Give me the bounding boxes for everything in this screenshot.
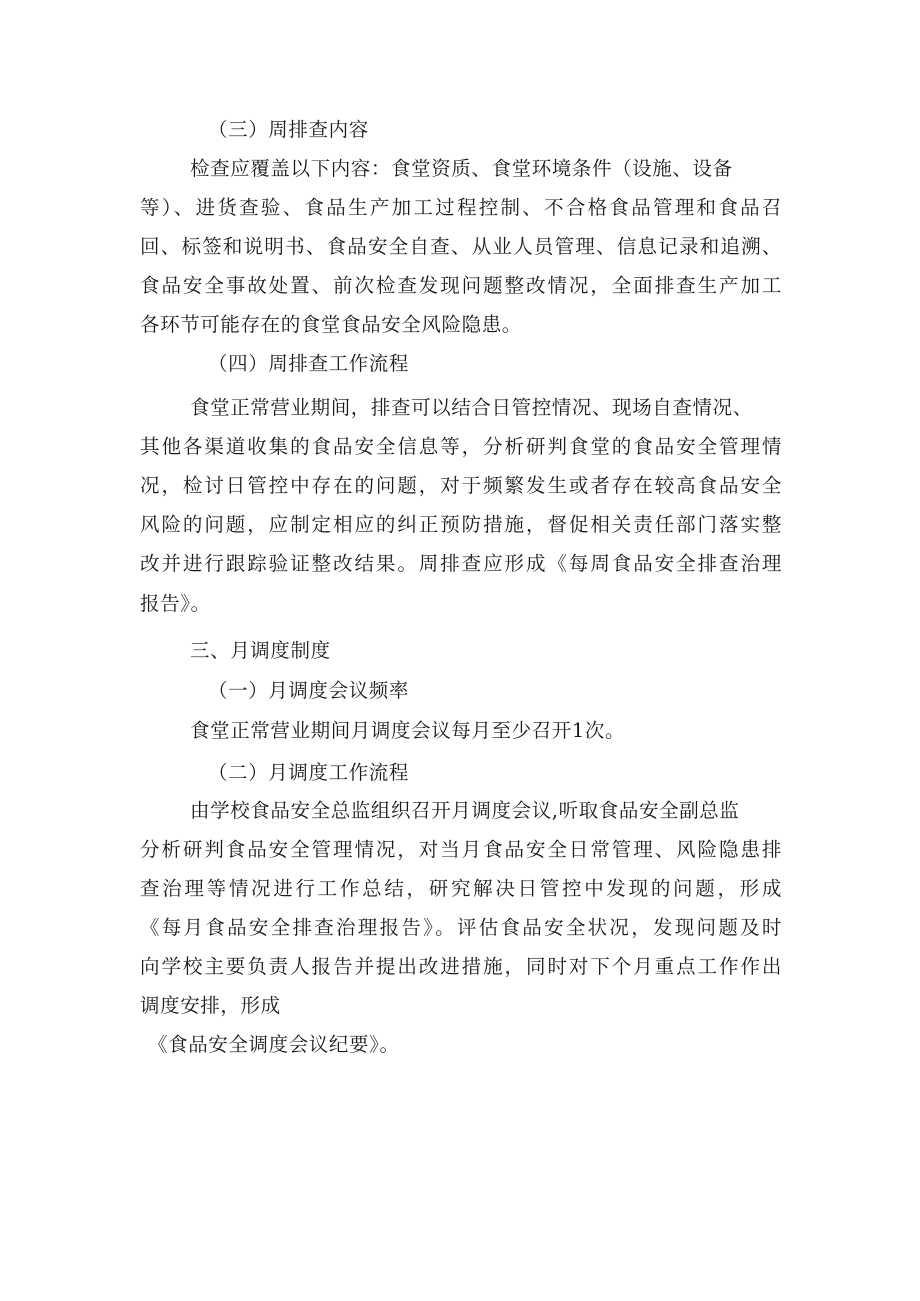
paragraph-line: 《每月食品安全排查治理报告》。评估食品安全状况，发现问题及时 [140,916,782,939]
paragraph-line: 风险的问题，应制定相应的纠正预防措施，督促相关责任部门落实整 [140,513,782,536]
paragraph-line: 改并进行跟踪验证整改结果。周排查应形成《每周食品安全排查治理 [140,552,782,575]
paragraph-line: 回、标签和说明书、食品安全自查、从业人员管理、信息记录和追溯、 [140,235,782,258]
paragraph-line: 检查应覆盖以下内容：食堂资质、食堂环境条件（设施、设备 [190,157,733,180]
paragraph-line: 食堂正常营业期间，排查可以结合日管控情况、现场自查情况、 [190,396,753,419]
section-heading-monthly-workflow: （二）月调度工作流程 [208,761,410,784]
section-heading-weekly-workflow: （四）周排查工作流程 [208,352,410,375]
paragraph-line: 各环节可能存在的食堂食品安全风险隐患。 [140,313,522,336]
paragraph-line: 分析研判食品安全管理情况，对当月食品安全日常管理、风险隐患排 [140,838,782,861]
paragraph-line: 况，检讨日管控中存在的问题，对于频繁发生或者存在较高食品安全 [140,474,782,497]
paragraph-line: 食堂正常营业期间月调度会议每月至少召开1次。 [190,719,626,742]
paragraph-line: 食品安全事故处置、前次检查发现问题整改情况，全面排查生产加工 [140,274,782,297]
section-heading-weekly-content: （三）周排查内容 [208,118,369,141]
paragraph-line: 其他各渠道收集的食品安全信息等，分析研判食堂的食品安全管理情 [140,435,782,458]
paragraph-line: 调度安排，形成 [140,994,281,1017]
section-heading-meeting-frequency: （一）月调度会议频率 [208,679,410,702]
part-heading-monthly-scheduling: 三、月调度制度 [190,639,331,662]
paragraph-line: 报告》。 [140,592,211,615]
paragraph-line: 查治理等情况进行工作总结，研究解决日管控中发现的问题，形成 [140,877,782,900]
paragraph-line: 等）、进货查验、食品生产加工过程控制、不合格食品管理和食品召 [140,196,782,219]
paragraph-line: 向学校主要负责人报告并提出改进措施，同时对下个月重点工作作出 [140,955,782,978]
paragraph-line: 由学校食品安全总监组织召开月调度会议,听取食品安全副总监 [190,799,740,822]
paragraph-line: 《食品安全调度会议纪要》。 [148,1033,400,1056]
